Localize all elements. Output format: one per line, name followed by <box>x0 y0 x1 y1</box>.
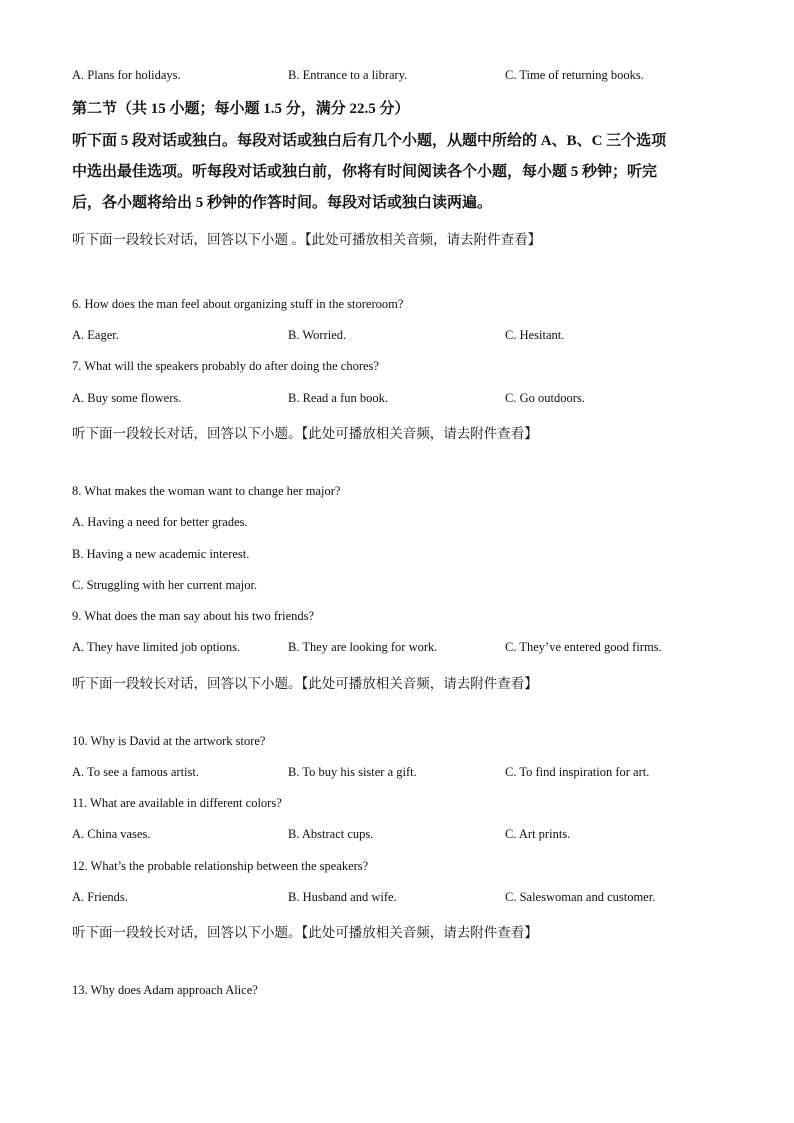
question-stem: 12. What’s the probable relationship between the speakers? <box>72 859 369 873</box>
option-c: C. Go outdoors. <box>505 391 585 405</box>
option-a: A. Friends. <box>72 890 128 904</box>
option-b: B. Abstract cups. <box>288 827 374 841</box>
question-stem: 11. What are available in different colors? <box>72 796 282 810</box>
option-a: A. Eager. <box>72 328 119 342</box>
option-c: C. Struggling with her current major. <box>72 578 258 592</box>
option-b: B. Read a fun book. <box>288 391 388 405</box>
question-stem: 9. What does the man say about his two friends? <box>72 609 315 623</box>
option-b: B. To buy his sister a gift. <box>288 765 417 779</box>
option-b: B. Having a new academic interest. <box>72 547 250 561</box>
option-c: C. To find inspiration for art. <box>505 765 650 779</box>
option-c: C. Hesitant. <box>505 328 565 342</box>
option-a: A. To see a famous artist. <box>72 765 199 779</box>
option-b: B. Husband and wife. <box>288 890 397 904</box>
option-a: A. They have limited job options. <box>72 640 241 654</box>
dialog-instruction: 听下面一段较长对话，回答以下小题。【此处可播放相关音频，请去附件查看】 <box>72 676 538 691</box>
option-c: C. They’ve entered good firms. <box>505 640 662 654</box>
prev-option-c: C. Time of returning books. <box>505 68 644 82</box>
question-stem: 10. Why is David at the artwork store? <box>72 734 266 748</box>
question-stem: 8. What makes the woman want to change her major? <box>72 484 341 498</box>
section-instruction-line-2: 中选出最佳选项。听每段对话或独白前，你将有时间阅读各个小题，每小题 5 秒钟；听完 <box>72 164 658 180</box>
section-title: 第二节（共 15 小题；每小题 1.5 分，满分 22.5 分） <box>72 101 410 117</box>
section-instruction-line-1: 听下面 5 段对话或独白。每段对话或独白后有几个小题，从题中所给的 A、B、C 三个选项 <box>72 133 667 149</box>
option-a: A. Having a need for better grades. <box>72 515 248 529</box>
question-stem: 13. Why does Adam approach Alice? <box>72 983 258 997</box>
option-a: A. Buy some flowers. <box>72 391 182 405</box>
prev-option-a: A. Plans for holidays. <box>72 68 181 82</box>
option-b: B. They are looking for work. <box>288 640 438 654</box>
dialog-instruction: 听下面一段较长对话，回答以下小题。【此处可播放相关音频，请去附件查看】 <box>72 426 538 441</box>
dialog-instruction: 听下面一段较长对话，回答以下小题。【此处可播放相关音频，请去附件查看】 <box>72 925 538 940</box>
option-c: C. Saleswoman and customer. <box>505 890 656 904</box>
question-stem: 7. What will the speakers probably do after doing the chores? <box>72 359 379 373</box>
option-c: C. Art prints. <box>505 827 571 841</box>
section-instruction-line-3: 后，各小题将给出 5 秒钟的作答时间。每段对话或独白读两遍。 <box>72 195 493 211</box>
dialog-instruction: 听下面一段较长对话，回答以下小题 。【此处可播放相关音频，请去附件查看】 <box>72 232 542 247</box>
prev-option-b: B. Entrance to a library. <box>288 68 408 82</box>
option-a: A. China vases. <box>72 827 151 841</box>
question-stem: 6. How does the man feel about organizing stuff in the storeroom? <box>72 297 404 311</box>
option-b: B. Worried. <box>288 328 347 342</box>
